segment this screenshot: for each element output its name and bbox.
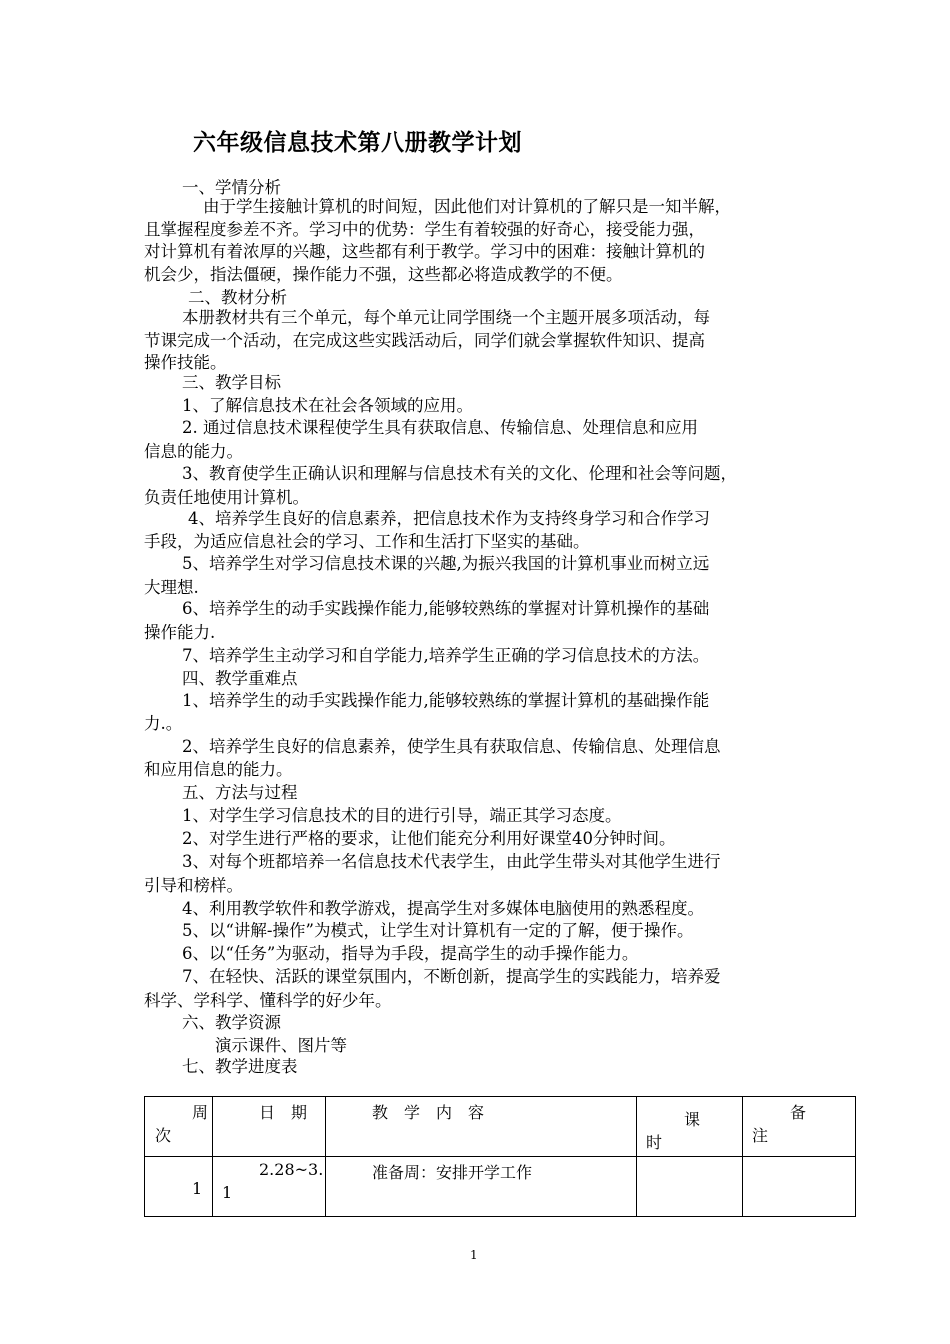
- body-line: 2. 通过信息技术课程使学生具有获取信息、传输信息、处理信息和应用: [182, 418, 698, 437]
- table-row: [145, 1157, 856, 1217]
- body-line: 节课完成一个活动，在完成这些实践活动后，同学们就会掌握软件知识、提高: [144, 331, 705, 350]
- row-date: 2.28~3. 1: [213, 1157, 326, 1217]
- row-notes: [743, 1157, 856, 1217]
- body-line: 6、以“任务”为驱动，指导为手段，提高学生的动手操作能力。: [182, 944, 639, 963]
- body-line: 1、了解信息技术在社会各领域的应用。: [182, 396, 473, 415]
- document-title: 六年级信息技术第八册教学计划: [193, 130, 522, 156]
- body-line: 1、培养学生的动手实践操作能力,能够较熟练的掌握计算机的基础操作能: [182, 691, 710, 710]
- header-week: 周 次: [145, 1097, 213, 1157]
- header-notes: 备 注: [743, 1097, 856, 1157]
- schedule-table: [144, 1096, 856, 1217]
- body-line: 操作能力.: [144, 623, 216, 642]
- body-line: 3、教育使学生正确认识和理解与信息技术有关的文化、伦理和社会等问题，: [182, 464, 737, 483]
- body-line: 六、教学资源: [182, 1013, 281, 1032]
- body-line: 引导和榜样。: [144, 876, 243, 895]
- body-line: 七、教学进度表: [182, 1057, 298, 1076]
- body-line: 4、培养学生良好的信息素养，把信息技术作为支持终身学习和合作学习: [188, 509, 710, 528]
- body-line: 6、培养学生的动手实践操作能力,能够较熟练的掌握对计算机操作的基础: [182, 599, 710, 618]
- body-line: 大理想.: [144, 578, 199, 597]
- body-line: 7、培养学生主动学习和自学能力,培养学生正确的学习信息技术的方法。: [182, 646, 710, 665]
- body-line: 机会少，指法僵硬，操作能力不强，这些都必将造成教学的不便。: [144, 265, 623, 284]
- table-header-row: [145, 1097, 856, 1157]
- body-line: 对计算机有着浓厚的兴趣，这些都有利于教学。学习中的困难：接触计算机的: [144, 242, 705, 261]
- body-line: 本册教材共有三个单元，每个单元让同学围绕一个主题开展多项活动，每: [182, 308, 710, 327]
- body-line: 操作技能。: [144, 353, 227, 372]
- body-line: 5、培养学生对学习信息技术课的兴趣,为振兴我国的计算机事业而树立远: [182, 554, 710, 573]
- body-line: 负责任地使用计算机。: [144, 488, 309, 507]
- body-line: 三、教学目标: [182, 373, 281, 392]
- body-line: 信息的能力。: [144, 442, 243, 461]
- body-line: 四、教学重难点: [182, 669, 298, 688]
- body-line: 3、对每个班都培养一名信息技术代表学生，由此学生带头对其他学生进行: [182, 852, 721, 871]
- body-line: 5、以“讲解-操作”为模式，让学生对计算机有一定的了解，便于操作。: [182, 921, 694, 940]
- body-line: 2、培养学生良好的信息素养，使学生具有获取信息、传输信息、处理信息: [182, 737, 721, 756]
- body-line: 手段，为适应信息社会的学习、工作和生活打下坚实的基础。: [144, 532, 590, 551]
- row-content: 准备周：安排开学工作: [326, 1157, 637, 1217]
- body-line: 4、利用教学软件和教学游戏，提高学生对多媒体电脑使用的熟悉程度。: [182, 899, 704, 918]
- body-line: 由于学生接触计算机的时间短，因此他们对计算机的了解只是一知半解，: [203, 197, 731, 216]
- body-line: 力.。: [144, 714, 183, 733]
- body-line: 科学、学科学、懂科学的好少年。: [144, 991, 392, 1010]
- body-line: 2、对学生进行严格的要求，让他们能充分利用好课堂40分钟时间。: [182, 829, 676, 848]
- row-week: 1: [145, 1157, 213, 1217]
- body-line: 7、在轻快、活跃的课堂氛围内，不断创新，提高学生的实践能力，培养爱: [182, 967, 721, 986]
- header-date: 日 期: [213, 1097, 326, 1157]
- header-content: 教 学 内 容: [326, 1097, 637, 1157]
- body-line: 一、学情分析: [182, 178, 281, 197]
- body-line: 五、方法与过程: [182, 783, 298, 802]
- header-hours: 课 时: [637, 1097, 743, 1157]
- body-line: 且掌握程度参差不齐。学习中的优势：学生有着较强的好奇心，接受能力强，: [144, 220, 705, 239]
- row-hours: [637, 1157, 743, 1217]
- body-line: 和应用信息的能力。: [144, 760, 293, 779]
- page-number: 1: [470, 1248, 478, 1262]
- body-line: 1、对学生学习信息技术的目的进行引导，端正其学习态度。: [182, 806, 622, 825]
- body-line: 演示课件、图片等: [215, 1036, 347, 1055]
- body-line: 二、教材分析: [188, 288, 287, 307]
